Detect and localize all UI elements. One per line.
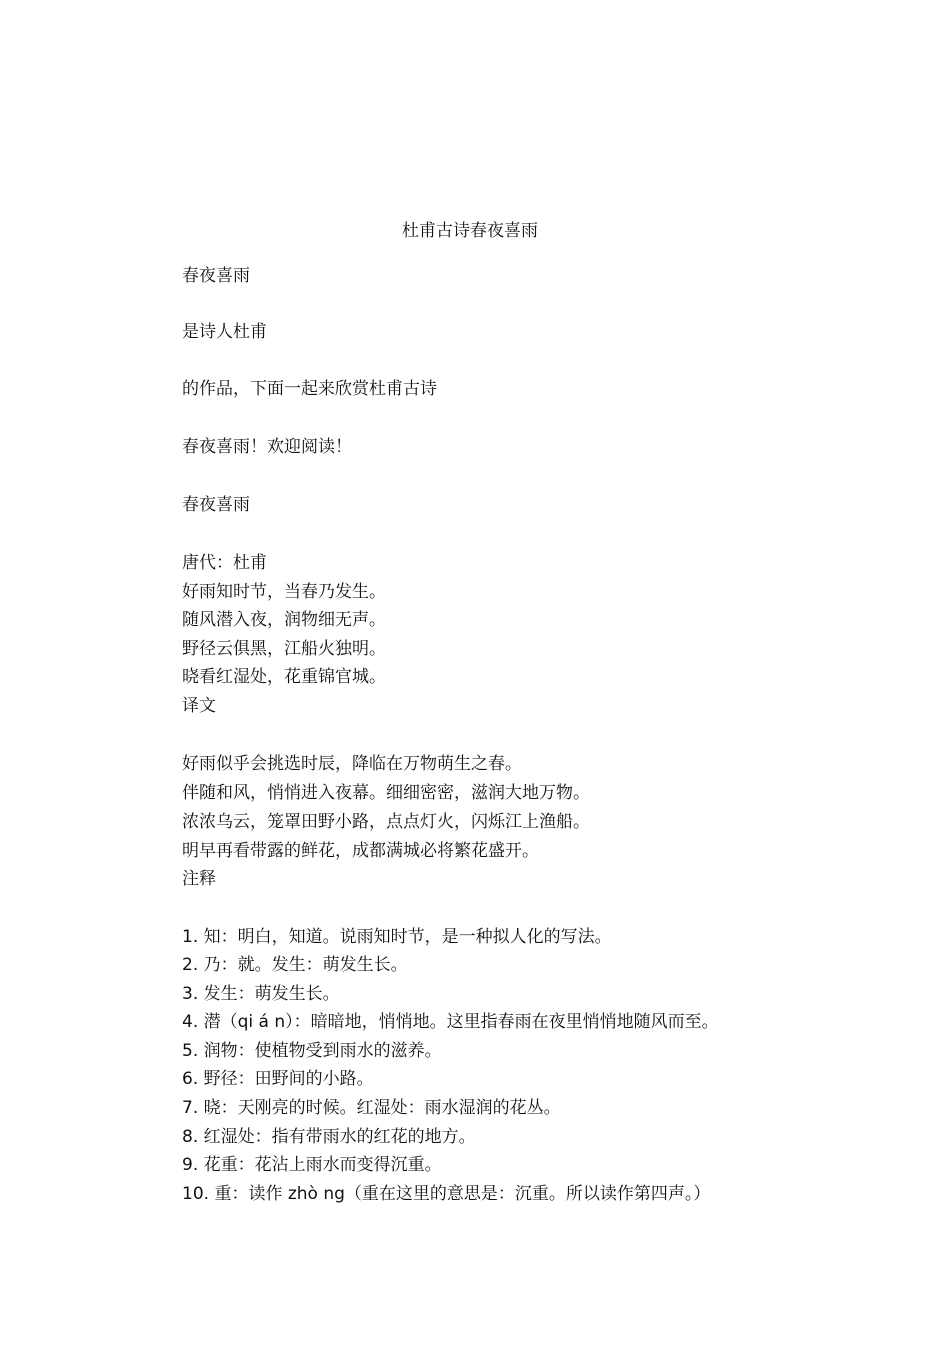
translation-heading: 译文 [182,696,216,716]
note-item: 6. 野径：田野间的小路。 [182,1069,374,1089]
intro-line: 是诗人杜甫 [182,322,267,342]
poem-line: 晓看红湿处，花重锦官城。 [182,667,386,687]
note-item: 4. 潜（qi á n）：暗暗地，悄悄地。这里指春雨在夜里悄悄地随风而至。 [182,1012,719,1032]
intro-line: 的作品，下面一起来欣赏杜甫古诗 [182,379,437,399]
note-item: 5. 润物：使植物受到雨水的滋养。 [182,1041,442,1061]
note-item: 8. 红湿处：指有带雨水的红花的地方。 [182,1127,476,1147]
document-title: 杜甫古诗春夜喜雨 [402,221,538,241]
poem-line: 野径云俱黑，江船火独明。 [182,639,386,659]
note-item: 1. 知：明白，知道。说雨知时节，是一种拟人化的写法。 [182,927,612,947]
poem-line: 好雨知时节，当春乃发生。 [182,582,386,602]
note-item: 2. 乃：就。发生：萌发生长。 [182,955,408,975]
note-item: 3. 发生：萌发生长。 [182,984,340,1004]
poem-author: 唐代：杜甫 [182,553,267,573]
note-item: 10. 重：读作 zhò ng（重在这里的意思是：沉重。所以读作第四声。） [182,1184,711,1204]
poem-title: 春夜喜雨 [182,495,250,515]
poem-line: 随风潜入夜，润物细无声。 [182,610,386,630]
translation-line: 浓浓乌云，笼罩田野小路，点点灯火，闪烁江上渔船。 [182,812,590,832]
note-item: 7. 晓：天刚亮的时候。红湿处：雨水湿润的花丛。 [182,1098,561,1118]
intro-line: 春夜喜雨！欢迎阅读！ [182,437,352,457]
translation-line: 伴随和风，悄悄进入夜幕。细细密密，滋润大地万物。 [182,783,590,803]
intro-line: 春夜喜雨 [182,266,250,286]
note-item: 9. 花重：花沾上雨水而变得沉重。 [182,1155,442,1175]
translation-line: 明早再看带露的鲜花，成都满城必将繁花盛开。 [182,841,539,861]
notes-heading: 注释 [182,869,216,889]
translation-line: 好雨似乎会挑选时辰，降临在万物萌生之春。 [182,754,522,774]
